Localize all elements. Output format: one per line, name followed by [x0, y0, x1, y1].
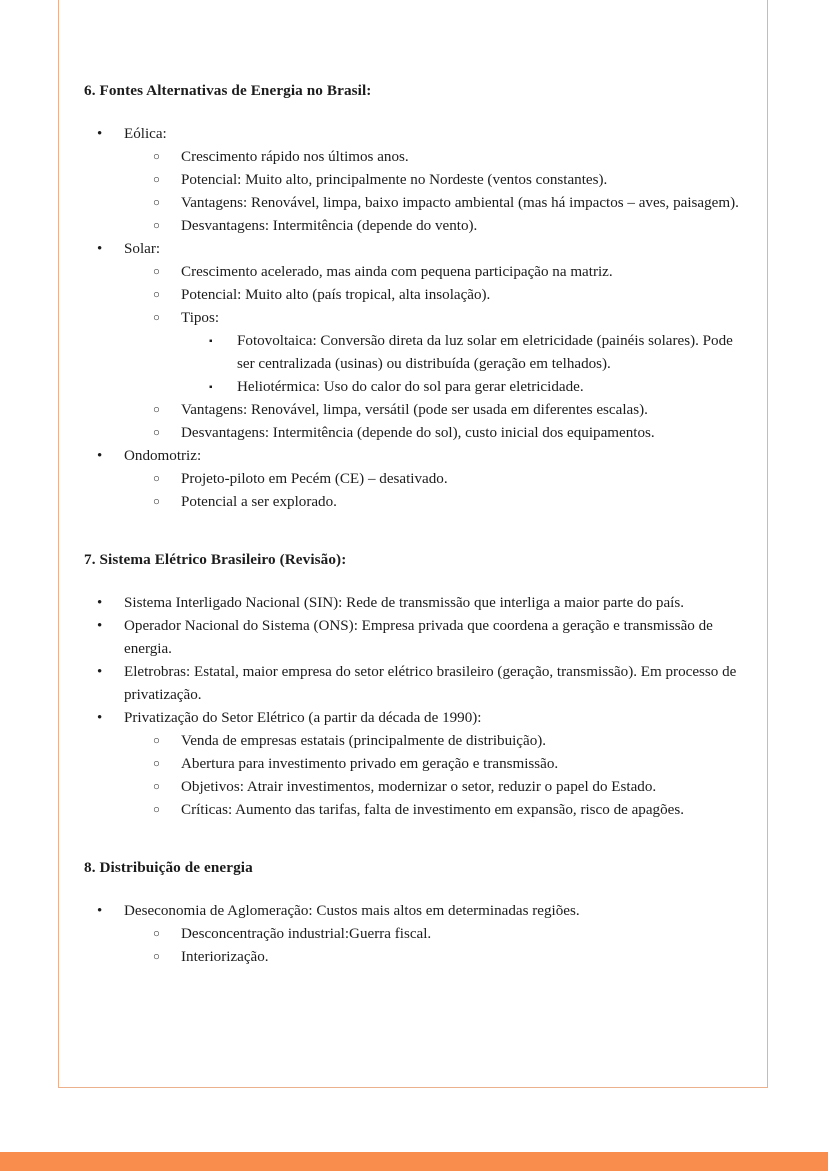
outline-list-level-3	[181, 330, 742, 399]
list-item	[97, 707, 742, 822]
section-heading: 6. Fontes Alternativas de Energia no Brasil:	[84, 82, 372, 99]
outline-list-level-2	[124, 146, 742, 238]
list-item	[153, 468, 742, 491]
list-item-text: Crescimento rápido nos últimos anos.	[181, 149, 409, 166]
list-item-text: Potencial: Muito alto (país tropical, alta insolação).	[181, 287, 491, 304]
list-item	[153, 146, 742, 169]
outline-list-level-1	[84, 592, 742, 822]
list-item-text: Objetivos: Atrair investimentos, modernizar o setor, reduzir o papel do Estado.	[181, 779, 657, 796]
list-item-text: Vantagens: Renovável, limpa, baixo impacto ambiental (mas há impactos – aves, paisagem).	[181, 195, 739, 212]
list-item	[153, 284, 742, 307]
list-item-text: Potencial a ser explorado.	[181, 494, 337, 511]
list-item	[209, 376, 742, 399]
list-item	[97, 238, 742, 445]
bullet-glyph-level-2-icon: ○	[153, 928, 160, 941]
bullet-glyph-level-2-icon: ○	[153, 312, 160, 325]
bullet-glyph-level-2-icon: ○	[153, 758, 160, 771]
bullet-glyph-level-3-icon: ▪	[209, 382, 213, 394]
list-item-text: Desvantagens: Intermitência (depende do vento).	[181, 218, 478, 235]
outline-list-level-2	[124, 730, 742, 822]
document-page-frame	[58, 0, 768, 1088]
bullet-glyph-level-2-icon: ○	[153, 735, 160, 748]
list-item-text: Fotovoltaica: Conversão direta da luz solar em eletricidade (painéis solares). Pode ser centralizada (usinas) ou distribuída (geração em telhados).	[237, 333, 733, 373]
bullet-glyph-level-1-icon: •	[97, 710, 103, 727]
list-item-text: Eletrobras: Estatal, maior empresa do setor elétrico brasileiro (geração, transmissão). Em processo de privatização.	[124, 664, 737, 704]
bullet-glyph-level-2-icon: ○	[153, 289, 160, 302]
bullet-glyph-level-2-icon: ○	[153, 404, 160, 417]
list-item	[97, 445, 742, 514]
section-heading: 7. Sistema Elétrico Brasileiro (Revisão):	[84, 551, 347, 569]
list-item-text: Deseconomia de Aglomeração: Custos mais altos em determinadas regiões.	[124, 903, 580, 920]
bullet-glyph-level-3-icon: ▪	[209, 336, 213, 348]
list-item-text: Tipos:	[181, 310, 220, 327]
bullet-glyph-level-2-icon: ○	[153, 266, 160, 279]
list-item-text: Sistema Interligado Nacional (SIN): Rede de transmissão que interliga a maior parte do país.	[124, 595, 684, 612]
list-item-text: Operador Nacional do Sistema (ONS): Empresa privada que coordena a geração e transmissão de energia.	[124, 618, 713, 658]
outline-list-level-2	[124, 261, 742, 445]
bullet-glyph-level-2-icon: ○	[153, 951, 160, 964]
list-item-text: Desconcentração industrial:Guerra fiscal.	[181, 926, 432, 943]
outline-list-level-2	[124, 468, 742, 514]
list-item	[153, 946, 742, 969]
list-item-text: Vantagens: Renovável, limpa, versátil (pode ser usada em diferentes escalas).	[181, 402, 648, 419]
bullet-glyph-level-2-icon: ○	[153, 473, 160, 486]
list-item	[153, 307, 742, 399]
list-item	[153, 399, 742, 422]
bullet-glyph-level-2-icon: ○	[153, 174, 160, 187]
document-content	[84, 81, 742, 1005]
bullet-glyph-level-1-icon: •	[97, 903, 103, 920]
list-item-text: Projeto-piloto em Pecém (CE) – desativado.	[181, 471, 448, 488]
list-item	[153, 192, 742, 215]
bullet-glyph-level-1-icon: •	[97, 448, 103, 465]
outline-list-level-2	[124, 923, 742, 969]
list-item-text: Venda de empresas estatais (principalmente de distribuição).	[181, 733, 547, 750]
section-heading-block	[84, 858, 742, 877]
list-item	[153, 799, 742, 822]
bullet-glyph-level-2-icon: ○	[153, 197, 160, 210]
section-heading-block	[84, 550, 742, 569]
bullet-glyph-level-2-icon: ○	[153, 804, 160, 817]
list-item-text: Eólica:	[124, 126, 167, 142]
list-item-text: Solar:	[124, 241, 161, 258]
list-item	[97, 661, 742, 707]
list-item	[209, 330, 742, 376]
list-item	[153, 215, 742, 238]
bullet-glyph-level-1-icon: •	[97, 664, 103, 681]
list-item	[153, 776, 742, 799]
section-list-block	[84, 900, 742, 969]
list-item	[153, 169, 742, 192]
bullet-glyph-level-1-icon: •	[97, 126, 103, 142]
list-item	[153, 923, 742, 946]
list-item	[97, 592, 742, 615]
bullet-glyph-level-2-icon: ○	[153, 781, 160, 794]
bullet-glyph-level-2-icon: ○	[153, 427, 160, 440]
bullet-glyph-level-1-icon: •	[97, 618, 103, 635]
list-item-text: Potencial: Muito alto, principalmente no Nordeste (ventos constantes).	[181, 172, 608, 189]
outline-list-level-1	[84, 900, 742, 969]
bullet-glyph-level-2-icon: ○	[153, 151, 160, 164]
bullet-glyph-level-1-icon: •	[97, 241, 103, 258]
section-list-block	[84, 123, 742, 514]
list-item-text: Crescimento acelerado, mas ainda com pequena participação na matriz.	[181, 264, 613, 281]
list-item	[153, 753, 742, 776]
bullet-glyph-level-2-icon: ○	[153, 496, 160, 509]
footer-accent-bar	[0, 1152, 828, 1171]
bullet-glyph-level-2-icon: ○	[153, 220, 160, 233]
section-heading: 8. Distribuição de energia	[84, 859, 253, 877]
section-list-block	[84, 592, 742, 822]
list-item-text: Interiorização.	[181, 949, 269, 966]
list-item	[153, 730, 742, 753]
list-item-text: Privatização do Setor Elétrico (a partir da década de 1990):	[124, 710, 482, 727]
list-item	[153, 422, 742, 445]
list-item	[97, 615, 742, 661]
outline-list-level-1	[84, 123, 742, 514]
section-heading-block	[84, 81, 742, 100]
list-item-text: Abertura para investimento privado em geração e transmissão.	[181, 756, 559, 773]
list-item-text: Heliotérmica: Uso do calor do sol para gerar eletricidade.	[237, 379, 584, 396]
list-item	[97, 123, 742, 238]
bullet-glyph-level-1-icon: •	[97, 595, 103, 612]
list-item-text: Críticas: Aumento das tarifas, falta de investimento em expansão, risco de apagões.	[181, 802, 684, 819]
list-item	[153, 491, 742, 514]
list-item	[153, 261, 742, 284]
list-item-text: Desvantagens: Intermitência (depende do sol), custo inicial dos equipamentos.	[181, 425, 655, 442]
list-item	[97, 900, 742, 969]
list-item-text: Ondomotriz:	[124, 448, 202, 465]
